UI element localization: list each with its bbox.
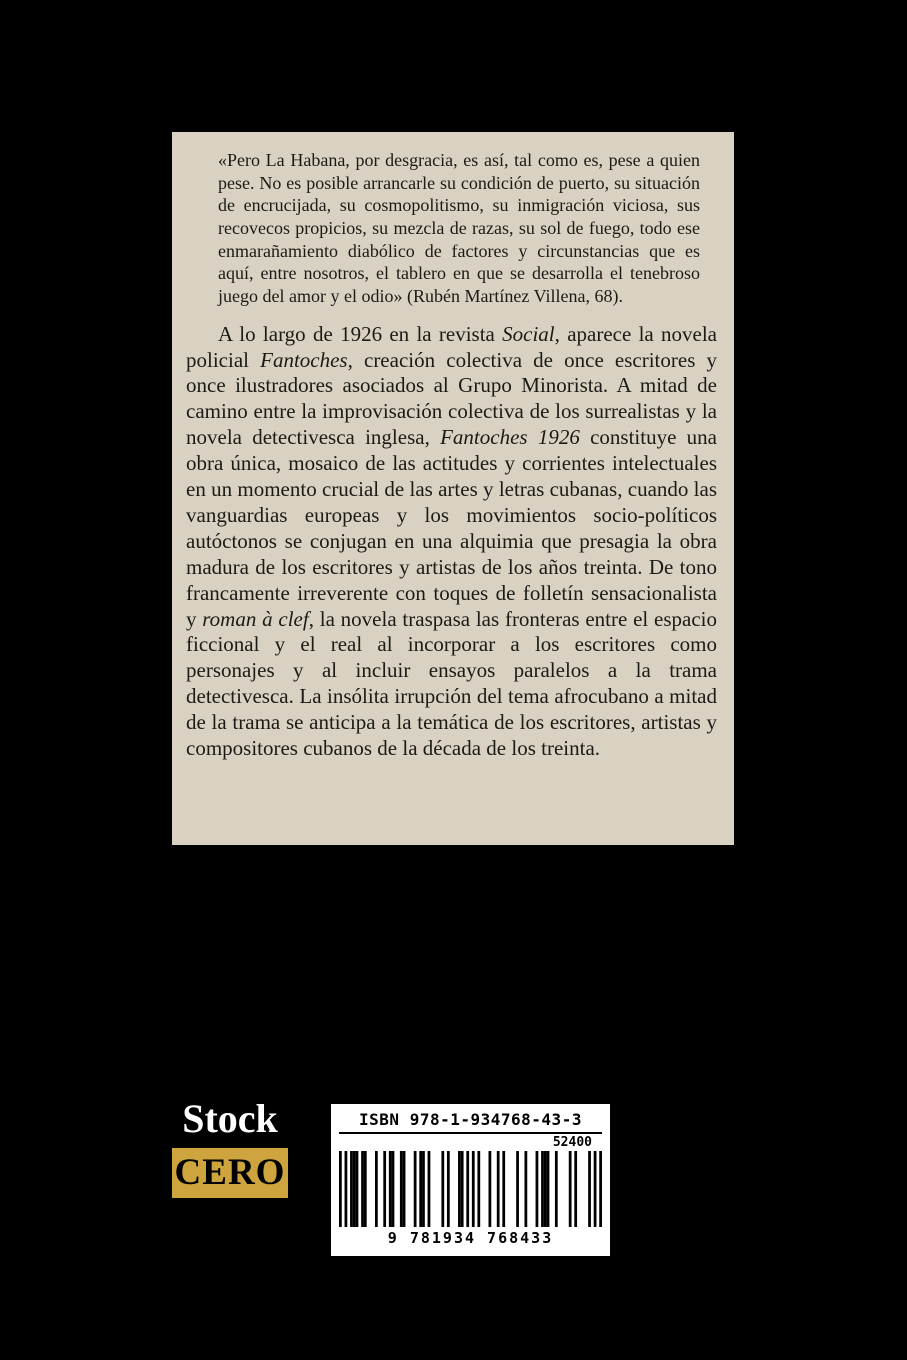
- synopsis-paragraph: A lo largo de 1926 en la revista Social, aparece la novela policial Fantoches, creación colectiva de once escritores y once ilustradores asociados al Grupo Minorista. A mitad de camino entre la improvisación colectiva de los surrealistas y la novela detectivesca inglesa, Fantoches 1926 constituye una obra única, mosaico de las actitudes y corrientes intelectuales en un momento crucial de las artes y letras cubanas, cuando las vanguardias europeas y los movimientos socio-políticos autóctonos se conjugan en una alquimia que presagia la obra madura de los escritores y artistas de los años treinta. De tono francamente irreverente con toques de folletín sensacionalista y roman à clef, la novela traspasa las fronteras entre el espacio ficcional y el real al incorporar a los escritores como personajes y al incluir ensayos paralelos a la trama detectivesca. La insólita irrupción del tema afrocubano a mitad de la trama se anticipa a la temática de los escritores, artistas y compositores cubanos de la década de los treinta.: [186, 321, 718, 760]
- publisher-logo: [172, 1090, 288, 1198]
- publisher-logo-cero: CERO: [172, 1148, 288, 1198]
- isbn-barcode-block: [331, 1104, 610, 1256]
- barcode-digits: 9 781934 768433: [387, 1229, 554, 1247]
- barcode-bars: [339, 1151, 602, 1227]
- blurb-panel: [172, 132, 734, 845]
- price-code: 52400: [552, 1135, 592, 1150]
- isbn-label: ISBN 978-1-934768-43-3: [359, 1110, 582, 1129]
- publisher-logo-stock: Stock: [182, 1096, 278, 1141]
- epigraph-quote: «Pero La Habana, por desgracia, es así, tal como es, pese a quien pese. No es posible arrancarle su condición de puerto, su situación de encrucijada, su cosmopolitismo, su inmigración viciosa, sus recovecos propicios, su mezcla de razas, su sol de fuego, todo ese enmarañamiento diabólico de factores y circunstancias que es aquí, entre nosotros, el tablero en que se desarrolla el tenebroso juego del amor y el odio» (Rubén Martínez Villena, 68).: [218, 150, 700, 307]
